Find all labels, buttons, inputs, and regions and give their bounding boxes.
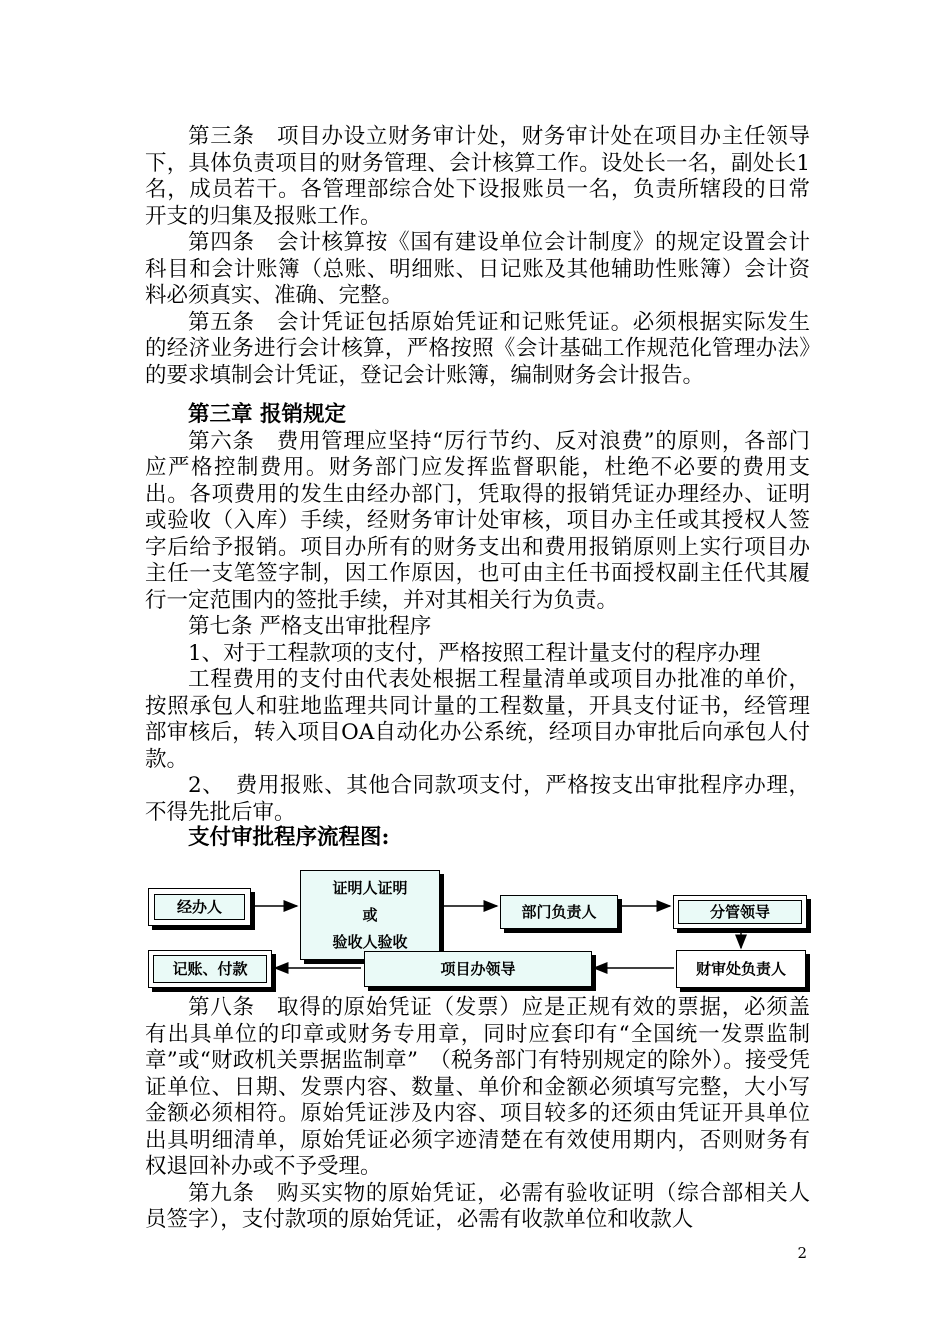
flowchart-title-block <box>145 825 810 852</box>
node-leader-label: 分管领导 <box>678 900 802 924</box>
section-articles-3-5 <box>145 124 810 389</box>
section-articles-8-9 <box>145 995 810 1234</box>
page-number: 2 <box>797 1244 807 1262</box>
node-dept-head-label: 部门负责人 <box>521 902 597 921</box>
node-finance-head <box>676 950 806 988</box>
article-8: 第八条 取得的原始凭证（发票）应是正规有效的票据，必须盖有出具单位的印章或财务专用章，同时应套印有“全国统一发票监制章”或“财政机关票据监制章” （税务部门有特别规定的除外）。接受凭证单位、日期、发票内容、数量、单价和金额必须填写完整，大小写金额必须相符。原始凭证涉及内容、项目较多的还须由凭证开具单位出具明细清单，原始凭证必须字迹清楚在有效使用期内，否则财务有权退回补办或不予受理。 <box>145 995 810 1179</box>
article-5: 第五条 会计凭证包括原始凭证和记账凭证。必须根据实际发生的经济业务进行会计核算，严格按照《会计基础工作规范化管理办法》的要求填制会计凭证，登记会计账簿，编制财务会计报告。 <box>145 309 810 388</box>
article-7-item-2: 2、 费用报账、其他合同款项支付，严格按支出审批程序办理，不得先批后审。 <box>145 773 810 825</box>
flowchart-title: 支付审批程序流程图: <box>188 825 390 850</box>
node-handler-label: 经办人 <box>154 894 245 920</box>
article-4: 第四条 会计核算按《国有建设单位会计制度》的规定设置会计科目和会计账簿（总账、明细账、日记账及其他辅助性账簿）会计资料必须真实、准确、完整。 <box>145 230 810 308</box>
article-9: 第九条 购买实物的原始凭证，必需有验收证明（综合部相关人员签字），支付款项的原始凭证，必需有收款单位和收款人 <box>145 1180 810 1232</box>
article-7: 第七条 严格支出审批程序 <box>188 614 432 639</box>
node-proof-line2: 或 <box>362 905 378 924</box>
node-handler <box>148 888 251 926</box>
node-leader <box>673 895 807 929</box>
node-bookkeeping-label: 记账、付款 <box>153 955 267 983</box>
article-6: 第六条 费用管理应坚持“厉行节约、反对浪费”的原则，各部门应严格控制费用。财务部门应发挥监督职能，杜绝不必要的费用支出。各项费用的发生由经办部门，凭取得的报销凭证办理经办、证明或验收（入库）手续，经财务审计处审核，项目办主任或其授权人签字后给予报销。项目办所有的财务支出和费用报销原则上实行项目办主任一支笔签字制，因工作原因，也可由主任书面授权副主任代其履行一定范围内的签批手续，并对其相关行为负责。 <box>145 428 810 613</box>
node-project-leader <box>364 951 592 987</box>
article-7-item-1: 1、对于工程款项的支付，严格按照工程计量支付的程序办理 <box>188 640 761 666</box>
article-7-item-1-detail: 工程费用的支付由代表处根据工程量清单或项目办批准的单价，按照承包人和驻地监理共同计量的工程数量，开具支付证书，经管理部审核后，转入项目OA自动化办公系统，经项目办审批后向承包人付款。 <box>145 667 810 772</box>
chapter-3-title: 第三章 报销规定 <box>188 402 346 427</box>
node-proof <box>300 870 440 960</box>
node-proof-line3: 验收人验收 <box>332 932 408 951</box>
article-3: 第三条 项目办设立财务审计处，财务审计处在项目办主任领导下，具体负责项目的财务管理、会计核算工作。设处长一名，副处长1名，成员若干。各管理部综合处下设报账员一名，负责所辖段的日常开支的归集及报账工作。 <box>145 124 810 229</box>
node-dept-head <box>500 895 618 929</box>
node-bookkeeping <box>148 950 272 988</box>
chapter-3 <box>145 402 810 826</box>
node-proof-line1: 证明人证明 <box>332 878 408 897</box>
node-finance-head-label: 财审处负责人 <box>695 959 786 978</box>
node-project-leader-label: 项目办领导 <box>440 959 516 978</box>
